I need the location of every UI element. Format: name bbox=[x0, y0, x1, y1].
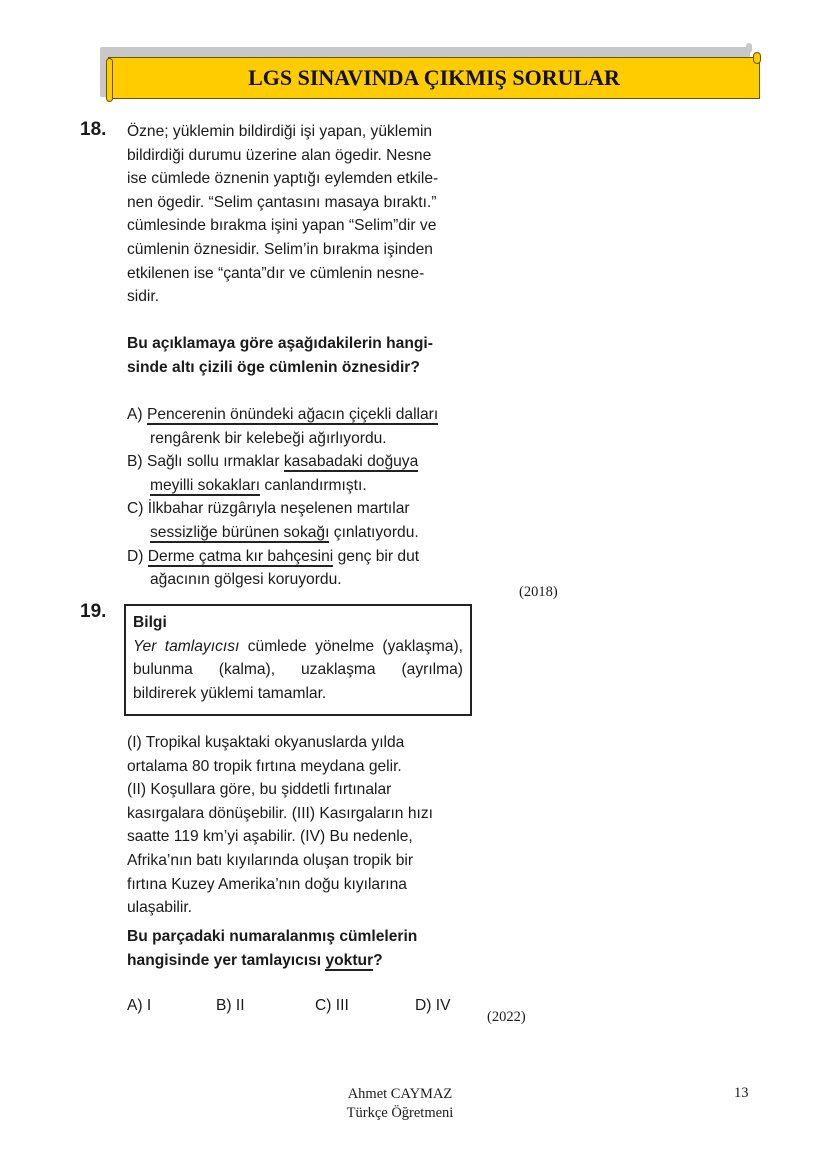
passage-line: ulaşabilir. bbox=[127, 899, 193, 917]
passage-line: saatte 119 km’yi aşabilir. (IV) Bu nedenle, bbox=[127, 828, 413, 846]
info-body: cümlede yönelme (yaklaşma), bulunma (kalma), uzaklaşma (ayrılma) bildirerek yüklemi tamamlar. bbox=[133, 637, 463, 702]
prompt-line: Bu parçadaki numaralanmış cümlelerin bbox=[127, 928, 418, 945]
underlined-text: sessizliğe bürünen sokağı bbox=[150, 523, 330, 541]
option-d-line bbox=[127, 568, 438, 592]
prompt-text: hangisinde yer tamlayıcısı bbox=[127, 951, 326, 969]
passage-line: etkilenen ise “çanta”dır ve cümlenin nesne- bbox=[127, 264, 425, 282]
underlined-text: kasabadaki doğuya bbox=[283, 453, 419, 471]
option-a-line bbox=[127, 403, 438, 427]
passage-line: (I) Tropikal kuşaktaki okyanuslarda yılda bbox=[127, 734, 405, 751]
option-b: B) II bbox=[216, 997, 245, 1014]
option-text: D) bbox=[127, 547, 148, 565]
option-c-line bbox=[127, 521, 438, 545]
option-text: A) bbox=[127, 406, 147, 423]
prompt-line: Bu açıklamaya göre aşağıdakilerin hangi- bbox=[127, 335, 433, 352]
footer-role: Türkçe Öğretmeni bbox=[346, 1105, 454, 1121]
option-text: Sağlı sollu ırmaklar bbox=[146, 453, 284, 471]
option-a: A) I bbox=[127, 997, 152, 1014]
option-b-line bbox=[127, 450, 438, 474]
passage-line: Özne; yüklemin bildirdiği işi yapan, yüklemin bbox=[127, 123, 433, 140]
option-text: İlkbahar rüzgârıyla neşelenen martılar bbox=[147, 500, 410, 518]
option-text: çınlatıyordu. bbox=[329, 523, 419, 541]
passage-line: sidir. bbox=[127, 288, 160, 306]
question-19-passage bbox=[127, 731, 433, 920]
passage-line: kasırgalara dönüşebilir. (III) Kasırgaların hızı bbox=[127, 804, 433, 822]
passage-line: bildirdiği durumu üzerine alan ögedir. Nesne bbox=[127, 146, 432, 164]
question-19-year: (2022) bbox=[487, 1009, 526, 1025]
passage-line: fırtına Kuzey Amerika’nın doğu kıyılarına bbox=[127, 875, 407, 893]
option-b-line bbox=[127, 474, 438, 498]
option-c: C) III bbox=[315, 997, 349, 1014]
option-text: ağacının gölgesi koruyordu. bbox=[150, 571, 342, 589]
question-18-options bbox=[127, 403, 438, 592]
underlined-text: Pencerenin önündeki ağacın çiçekli dalları bbox=[146, 406, 439, 423]
option-a-line bbox=[127, 427, 438, 451]
question-19-prompt bbox=[127, 925, 417, 972]
underlined-word: yoktur bbox=[325, 951, 374, 969]
banner-scroll-right bbox=[753, 52, 761, 64]
page-number: 13 bbox=[734, 1085, 749, 1101]
option-text: rengârenk bir kelebeği ağırlıyordu. bbox=[150, 429, 387, 447]
passage-line: (II) Koşullara göre, bu şiddetli fırtınalar bbox=[127, 781, 392, 799]
info-text bbox=[133, 635, 463, 706]
passage-line: nen ögedir. “Selim çantasını masaya bıraktı.” bbox=[127, 193, 437, 211]
option-text: genç bir dut bbox=[333, 547, 420, 565]
question-18-year: (2018) bbox=[519, 584, 558, 600]
passage-line: cümlesinde bırakma işini yapan “Selim”dir ve bbox=[127, 217, 437, 235]
question-18-prompt bbox=[127, 332, 433, 379]
prompt-line bbox=[127, 949, 417, 973]
footer-author: Ahmet CAYMAZ bbox=[347, 1086, 453, 1102]
title-banner bbox=[108, 57, 760, 99]
passage-line: ise cümlede öznenin yaptığı eylemden etkile- bbox=[127, 170, 439, 188]
passage-line: ortalama 80 tropik fırtına meydana gelir. bbox=[127, 757, 402, 775]
option-text: canlandırmıştı. bbox=[260, 476, 367, 494]
underlined-text: Derme çatma kır bahçesini bbox=[147, 547, 334, 565]
info-title: Bilgi bbox=[133, 614, 167, 631]
option-c-line bbox=[127, 497, 438, 521]
page-title: LGS SINAVINDA ÇIKMIŞ SORULAR bbox=[248, 65, 620, 90]
footer-author-block bbox=[300, 1085, 500, 1123]
option-text: C) bbox=[127, 500, 148, 518]
passage-line: cümlenin öznesidir. Selim’in bırakma işinden bbox=[127, 240, 433, 258]
underlined-text: meyilli sokakları bbox=[150, 476, 261, 494]
option-d-line bbox=[127, 545, 438, 569]
info-box bbox=[124, 604, 472, 716]
option-d: D) IV bbox=[415, 997, 451, 1014]
question-number-18: 18. bbox=[80, 119, 107, 140]
info-term: Yer tamlayıcısı bbox=[133, 637, 240, 655]
banner-scroll-left bbox=[106, 58, 113, 102]
passage-line: Afrika’nın batı kıyılarında oluşan tropik bir bbox=[127, 851, 414, 869]
prompt-line: sinde altı çizili öge cümlenin öznesidir? bbox=[127, 358, 420, 376]
question-number-19: 19. bbox=[80, 601, 107, 622]
question-18-passage bbox=[127, 120, 438, 309]
option-text: B) bbox=[127, 453, 147, 471]
prompt-text: ? bbox=[373, 951, 383, 969]
